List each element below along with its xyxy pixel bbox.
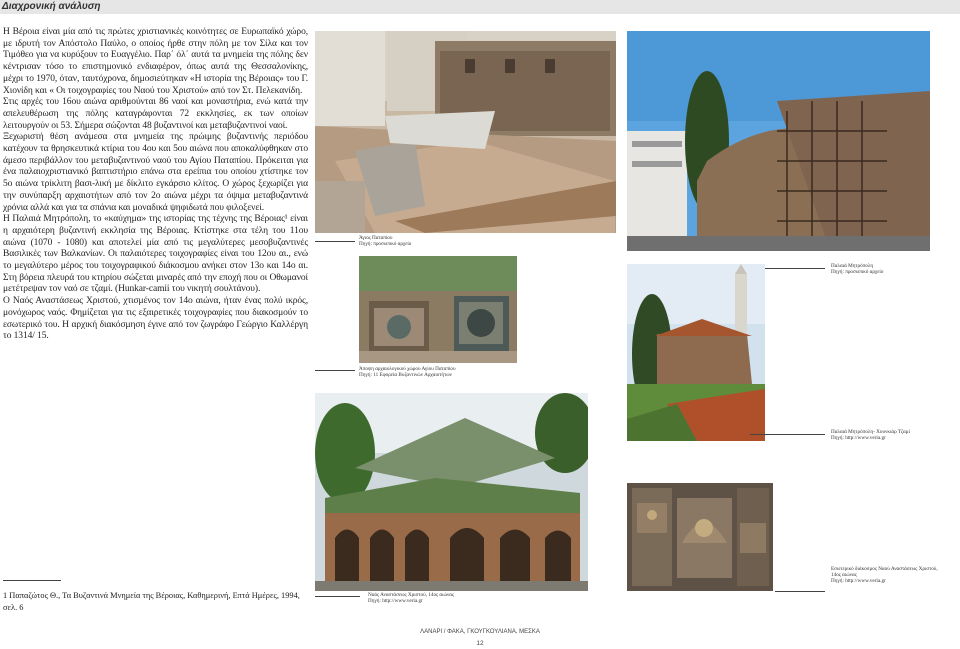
caption-title: Άποψη αρχαιολογικού χώρου Αγίου Παταπίου <box>359 366 456 372</box>
paragraph: Η Βέροια είναι μία από τις πρώτες χριστιανικές κοινότητες σε Ευρωπαϊκό χώρο, με ιδρυτή τον Απόστολο Παύλο, ο οποίος ήρθε στην πόλη με τον Σίλα και τον Τιμόθεο για να κυρύξουν το Ευαγγέλιο. Παρ΄ όλ΄ αυτά τα μνημεία της πόλης δεν κέντρισαν τόσο το επιστημονικό ενδιαφέρον, όπως αυτά της Θεσσαλονίκης, μέχρι το 1970, όταν, ταυτόχρονα, δημοσιεύτηκαν «Η ιστορία της Βέροιας» του Γ. Χιονίδη και « Οι τοιχογραφίες του Ναού του Χριστού» από τον Στ. Πελεκανίδη. <box>3 27 308 96</box>
caption-source: Πηγή: http://www.veria.gr <box>831 578 886 585</box>
caption-metropoli-scaffold <box>831 263 941 275</box>
body-text <box>3 27 308 343</box>
caption-anastasis <box>368 592 508 604</box>
caption-metropoli-minaret <box>831 429 941 441</box>
caption-source: Πηγή: προσωπικό αρχείο <box>359 241 412 248</box>
section-title: Διαχρονική ανάλυση <box>2 1 101 12</box>
paragraph: Στις αρχές του 16ου αιώνα αριθμούνται 86 ναοί και μοναστήρια, ενώ κατά την απελευθέρωση της πόλης καταγράφονται 72 εκκλησίες, εκ των οποίων λειτουργούν οι 53. Σήμερα σώζονται 48 βυζαντινοί και μεταβυζαντινοί ναοί. <box>3 97 308 131</box>
caption-source: Πηγή: http://www.veria.gr <box>368 598 423 605</box>
caption-patapios-mosaic <box>359 366 489 378</box>
page-credits: ΛΑΝΑΡΙ / ΦΑΚΑ, ΓΚΟΥΓΚΟΥΛΙΑΝΑ, ΜΕΣΚΑ <box>420 629 540 635</box>
caption-title: Άγιος Παταπίου <box>359 235 393 241</box>
caption-leader <box>315 370 355 371</box>
caption-source: Πηγή: προσωπικό αρχείο <box>831 269 884 276</box>
caption-patapios-site <box>359 235 459 247</box>
caption-source: Πηγή: 11 Εφορεία Βυζαντινών Αρχαιοτήτων <box>359 372 452 379</box>
section-header <box>0 0 960 14</box>
page-number: 12 <box>476 640 484 647</box>
paragraph: Ο Ναός Αναστάσεως Χριστού, χτισμένος τον 14ο αιώνα, ήταν ένας πολύ ικρός, μονόχωρος ναός. Φημίζεται για τις εξαιρετικές τοιχογραφίες που διακοσμούν το εσωτερικό του. Η αρχική διακόσμηση έγινε από τον ζωγράφο Γεώργιο Καλλέργη το 1314/ 15. <box>3 296 308 342</box>
caption-source: Πηγή: http://www.veria.gr <box>831 435 886 442</box>
caption-title: Παλαιά Μητρόπολη- Χουνκιάρ Τζαμί <box>831 429 910 435</box>
caption-title: Ναός Αναστάσεως Χριστού, 14ος αιώνας <box>368 592 455 598</box>
caption-frescoes <box>831 566 941 585</box>
caption-leader <box>315 596 360 597</box>
caption-title: Παλαιά Μητρόπολη <box>831 263 874 269</box>
paragraph: Ξεχωριστή θέση ανάμεσα στα μνημεία της πρώιμης βυζαντινής περιόδου κατέχουν τα θρησκευτικά κτίρια του 4ου και 5ου αιώνα που αποκαλύφθηκαν στο άμεσο περιβάλλον του μεταβυζαντινού ναού του Αγίου Παταπίου. Πρόκειται για ένα παλαιοχριστιανικό βαπτιστήριο επάνω στα ερείπια του οποίου χτίστηκε τον 5ο αιώνα τρίκλιτη βασι-λική με δίκλιτο εγκάρσιο κλίτος. Ο χώρος ξεχωρίζει για την συνύπαρξη αρχαιοτήτων από τον 2ο αιώνα μέχρι τα όψιμα μεταβυζαντινά χρόνια αλλά και για τα σπάνια και μοναδικά ψηφιδωτά που φιλοξενεί. <box>3 132 308 213</box>
photo-anastasis <box>315 393 588 591</box>
caption-leader <box>315 241 355 242</box>
photo-metropoli-scaffold <box>627 31 930 251</box>
photo-patapios-site <box>315 31 616 233</box>
caption-title: Εσωτερικό διάκοσμος Ναού Αναστάσεως Χριστού, 14ος αιώνας <box>831 566 938 579</box>
paragraph: Η Παλαιά Μητρόπολη, το «καύχημα» της ιστορίας της τέχνης της Βέροιας¹ είναι η αρχαιότερη βυζαντινή εκκλησία της Βέροιας. Κτίστηκε στα τέλη του 11ου αιώνα (1070 - 1080) και αποτελεί μία από τις μεγαλύτερες μεσοβυζαντινές Βασιλικές των Βαλκανίων. Οι παλαιότερες τοιχογραφίες είναι του 12ου αι., ενώ το μεγαλύτερο μέρος του τοιχογραφικού διάκοσμου ανήκει στον 13ο και 14ο αι. Στη βόρεια πλευρά του κτηρίου σώζεται μιναρές από την εποχή που οι Οθωμανοί μετέτρεψαν τον ναό σε τζαμί. (Hunkar-camii του νικητή σουλτάνου). <box>3 214 308 295</box>
photo-patapios-mosaic <box>359 256 517 363</box>
photo-metropoli-minaret <box>627 264 765 441</box>
footnote: 1 Παπαζώτος Θ., Τα Βυζαντινά Μνημεία της Βέροιας, Καθημερινή, Επτά Ημέρες, 1994, σελ. 6 <box>3 591 300 612</box>
caption-leader <box>750 434 825 435</box>
caption-leader <box>775 591 825 592</box>
footnote-rule <box>3 580 61 581</box>
photo-frescoes <box>627 483 773 591</box>
